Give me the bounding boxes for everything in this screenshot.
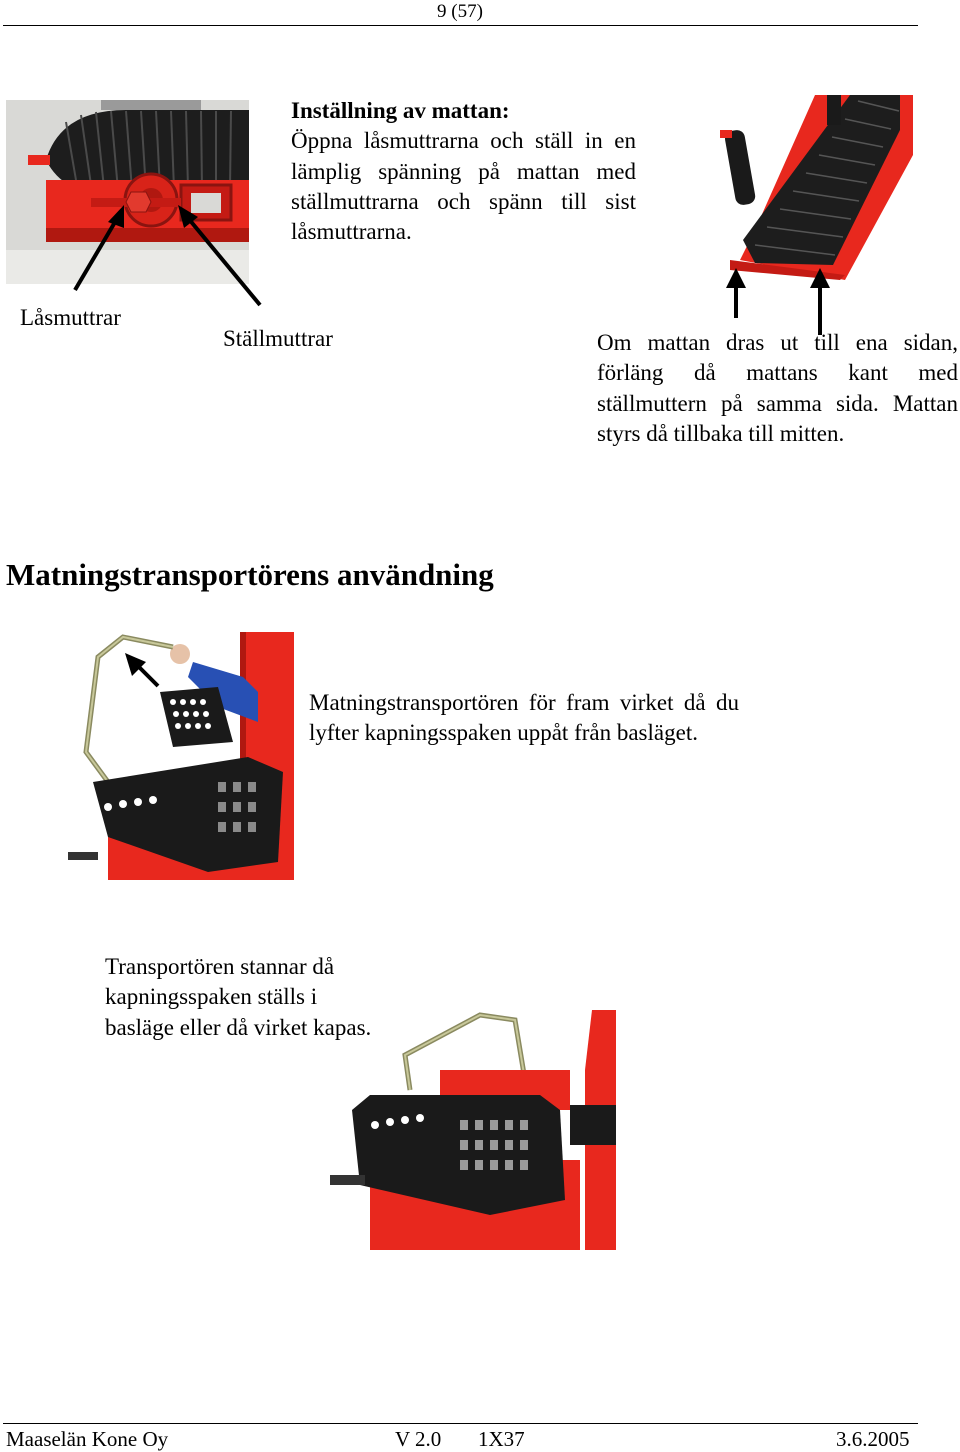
lock-nuts-label: Låsmuttrar: [20, 305, 121, 330]
footer-company: Maaselän Kone Oy: [6, 1427, 169, 1451]
feed-conveyor-start-text: Matningstransportören för fram virket då du lyfter kapningsspaken uppåt från basläget.: [309, 690, 739, 746]
feed-conveyor-stop-text: Transportören stannar då kapningsspaken ställs i basläge eller då virket kapas.: [105, 954, 372, 1040]
page-number: 9 (57): [437, 1, 483, 22]
adjust-nuts-label: Ställmuttrar: [223, 326, 333, 351]
belt-alignment-note: Om mattan dras ut till ena sidan, förläng då mattans kant med ställmuttern på samma sida. Mattan styrs då tillbaka till mitten.: [597, 330, 958, 446]
section-heading: Matningstransportörens användning: [6, 557, 494, 592]
lever-base-position-photo: [330, 1010, 616, 1250]
footer-date: 3.6.2005: [836, 1427, 910, 1451]
footer-model: 1X37: [478, 1427, 525, 1451]
footer-version: V 2.0: [395, 1427, 442, 1451]
tension-body: Öppna låsmuttrarna och ställ in en lämplig spänning på mattan med ställmuttrarna och spänn till sist låsmuttrarna.: [291, 128, 636, 245]
footer-rule: [3, 1423, 918, 1424]
tension-title: Inställning av mattan:: [291, 98, 510, 123]
